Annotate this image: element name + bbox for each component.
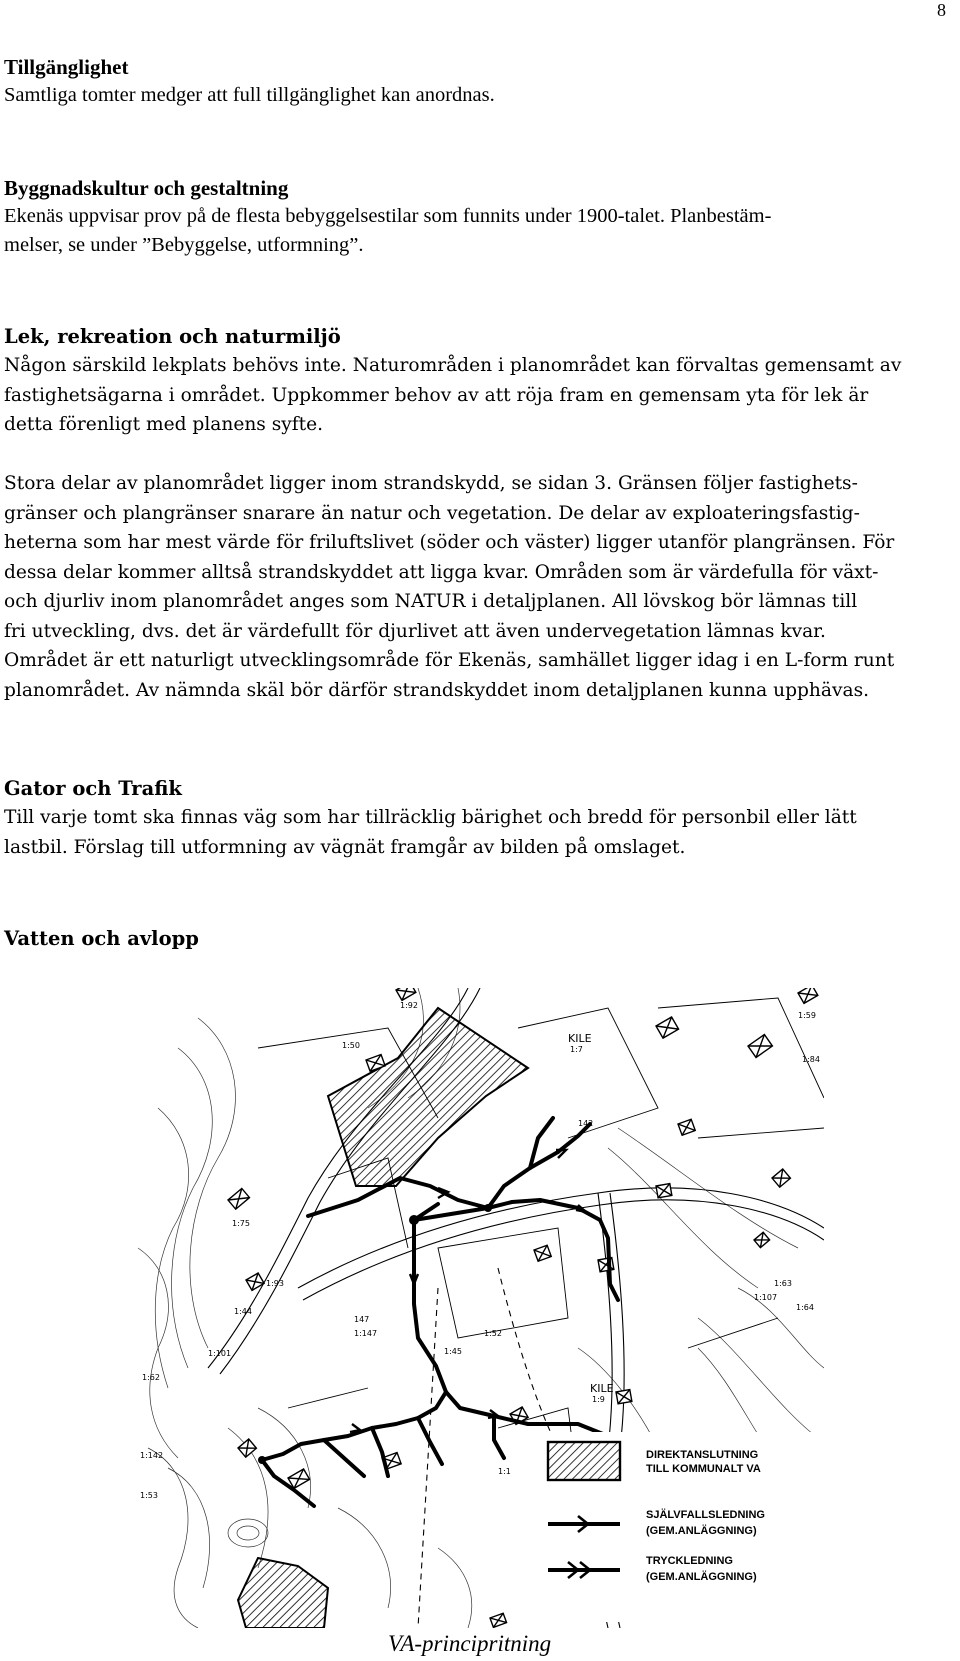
map-label: 147 [354,1315,370,1324]
map-drawing [138,988,824,1628]
legend-hatch-label-1: DIREKTANSLUTNING [646,1449,759,1461]
map-legend [528,1432,818,1622]
map-label: 1:147 [354,1329,378,1338]
map-label: 1:75 [232,1219,250,1228]
paragraph-line: och djurliv inom planområdet anges som NATUR i detaljplanen. All lövskog bör lämnas till [4,591,858,612]
direct-connection-areas [238,1008,528,1628]
section-strandskydd [4,469,954,705]
map-label: 1:44 [234,1307,252,1316]
page-number: 8 [937,0,946,20]
map-label: 1:101 [208,1349,232,1358]
map-label: 1:64 [796,1303,814,1312]
kile-label: KILE [568,1032,592,1045]
map-caption: VA-principritning [388,1631,552,1656]
paragraph-line: planområdet. Av nämnda skäl bör därför strandskyddet inom detaljplanen kunna upphävas. [4,679,870,701]
va-plan-map [138,988,824,1628]
paragraph-line: Stora delar av planområdet ligger inom strandskydd, se sidan 3. Gränsen följer fastighets- [4,473,858,494]
map-label: 142 [578,1119,594,1128]
legend-gravity-label-1: SJÄLVFALLSLEDNING [646,1509,765,1521]
section-lek-rekreation [4,323,954,440]
paragraph-line: lastbil. Förslag till utformning av vägnät framgår av bilden på omslaget. [4,836,686,858]
map-label: 1:45 [444,1347,462,1356]
paragraph-line: fri utveckling, dvs. det är värdefullt för djurlivet att även undervegetation lämnas kvar. [4,620,826,642]
map-label: 1:52 [484,1329,502,1338]
map-label: 1:142 [140,1451,164,1460]
paragraph-line: Någon särskild lekplats behövs inte. Naturområden i planområdet kan förvaltas gemensamt av [4,355,902,376]
legend-pressure-label-2: (GEM.ANLÄGGNING) [646,1571,757,1583]
paragraph-line: heterna som har mest värde för friluftslivet (söder och väster) ligger utanför plangränsen. För [4,532,895,553]
map-label: 1:9 [592,1395,605,1404]
flow-arrows [350,1150,586,1432]
section-tillganglighet [4,53,954,110]
paragraph-line: gränser och plangränser snarare än natur och vegetation. De delar av exploateringsfastig- [4,502,860,524]
paragraph-line: Området är ett naturligt utvecklingsområde för Ekenäs, samhället ligger idag i en L-form runt [4,650,895,671]
legend-hatch-label-2: TILL KOMMUNALT VA [646,1463,761,1475]
legend-pressure-label-1: TRYCKLEDNING [646,1555,733,1567]
paragraph-line: Samtliga tomter medger att full tillgänglighet kan anordnas. [4,84,495,106]
map-label: 1:1 [498,1467,511,1476]
property-boundaries [258,998,824,1488]
map-label: 1:59 [798,1011,816,1020]
paragraph-line: melser, se under ”Bebyggelse, utformning”. [4,234,364,256]
paragraph-line: dessa delar kommer alltså strandskyddet att ligga kvar. Områden som är värdefulla för växt- [4,561,879,583]
map-label: 1:92 [400,1001,418,1010]
section-heading: Lek, rekreation och naturmiljö [4,325,341,348]
paragraph-line: detta förenligt med planens syfte. [4,414,324,435]
map-label: 1:63 [774,1279,792,1288]
section-heading: Vatten och avlopp [4,927,199,950]
map-label: 1:7 [570,1045,583,1054]
map-label: 1:107 [754,1293,778,1302]
section-heading: Tillgänglighet [4,55,129,79]
map-label: 1:62 [142,1373,160,1382]
paragraph-line: Till varje tomt ska finnas väg som har tillräcklig bärighet och bredd för personbil eller lätt [4,807,857,828]
kile-label: KILE [590,1382,614,1395]
section-heading: Byggnadskultur och gestaltning [4,176,289,200]
map-label: 1:84 [802,1055,820,1064]
section-byggnadskultur [4,174,954,260]
map-label: 1:53 [140,1491,158,1500]
paragraph-line: Ekenäs uppvisar prov på de flesta bebyggelsestilar som funnits under 1900-talet. Planbestäm- [4,205,772,227]
section-vatten-avlopp [4,925,954,953]
legend-hatch-swatch [548,1442,620,1480]
paragraph-line: fastighetsägarna i området. Uppkommer behov av att röja fram en gemensam yta för lek är [4,384,869,406]
section-heading: Gator och Trafik [4,777,182,800]
legend-gravity-label-2: (GEM.ANLÄGGNING) [646,1525,757,1537]
map-label: 1:50 [342,1041,360,1050]
section-gator-trafik [4,775,954,862]
map-label: 1:93 [266,1279,284,1288]
